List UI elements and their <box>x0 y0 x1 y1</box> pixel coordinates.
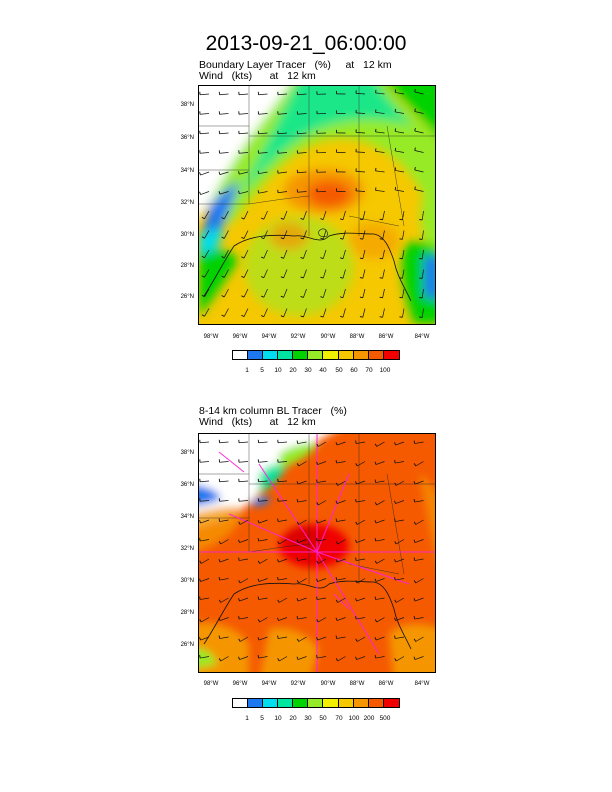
wind-barb-flag <box>336 519 337 522</box>
colorbar-box <box>263 351 278 359</box>
bottom-lon-label: 84°W <box>414 681 430 687</box>
bottom-lat-label: 26°N <box>180 642 194 648</box>
top-lon-label: 84°W <box>414 334 430 340</box>
wind-barb-flag <box>380 219 383 220</box>
bottom-panel-title-line1: 8-14 km column BL Tracer (%) <box>199 405 347 417</box>
wind-barb-flag <box>219 519 220 522</box>
wind-barb-flag <box>258 597 259 600</box>
top-colorbar-label: 40 <box>319 367 327 374</box>
wind-barb-flag <box>375 597 376 600</box>
wind-barb-flag <box>414 441 415 444</box>
wind-barb-flag <box>317 597 318 600</box>
top-map <box>198 85 436 325</box>
top-colorbar-label: 20 <box>289 367 297 374</box>
top-colorbar-label: 1 <box>245 367 249 374</box>
wind-barb-flag <box>380 239 383 240</box>
wind-barb-flag <box>399 297 402 298</box>
wind-barb-flag <box>200 655 201 658</box>
wind-barb-flag <box>336 636 337 639</box>
colorbar-box <box>278 351 293 359</box>
colorbar-box <box>339 699 354 707</box>
top-lat-label: 38°N <box>180 102 194 108</box>
wind-barb-flag <box>375 480 376 483</box>
wind-barb-flag <box>278 577 279 580</box>
colorbar-box <box>308 699 323 707</box>
colorbar-box <box>233 699 248 707</box>
colorbar-box <box>278 699 293 707</box>
top-colorbar-label: 100 <box>379 367 391 374</box>
top-lon-label: 90°W <box>320 334 336 340</box>
bottom-lat-label: 38°N <box>180 450 194 456</box>
bottom-colorbar-label: 30 <box>304 715 312 722</box>
wind-barb-flag <box>375 538 376 541</box>
bottom-colorbar-label: 100 <box>348 715 360 722</box>
top-lon-label: 96°W <box>232 334 248 340</box>
wind-barb-flag <box>399 258 402 259</box>
wind-barb-flag <box>297 441 298 444</box>
bottom-lon-label: 88°W <box>349 681 365 687</box>
wind-barb-flag <box>395 167 396 170</box>
wind-barb-flag <box>399 278 402 279</box>
top-colorbar-label: 50 <box>335 367 343 374</box>
bottom-lon-label: 86°W <box>378 681 394 687</box>
bottom-lat-label: 28°N <box>180 610 194 616</box>
top-lon-label: 86°W <box>378 334 394 340</box>
wind-barb-flag <box>380 297 383 298</box>
wind-barb-flag <box>395 148 396 151</box>
wind-barb-flag <box>200 538 201 541</box>
wind-barb-flag <box>380 258 383 259</box>
bottom-lon-label: 90°W <box>320 681 336 687</box>
wind-barb-flag <box>380 317 383 318</box>
top-map-field <box>199 86 435 324</box>
bottom-colorbar-label: 1 <box>245 715 249 722</box>
top-lat-label: 30°N <box>180 232 194 238</box>
top-colorbar-label: 10 <box>274 367 282 374</box>
wind-barb-flag <box>395 636 396 639</box>
wind-barb-flag <box>395 577 396 580</box>
wind-barb-flag <box>278 519 279 522</box>
top-lon-label: 94°W <box>261 334 277 340</box>
colorbar-box <box>308 351 323 359</box>
bottom-lat-label: 30°N <box>180 578 194 584</box>
wind-barb-flag <box>395 460 396 463</box>
colorbar-box <box>339 351 354 359</box>
wind-barb-flag <box>219 636 220 639</box>
wind-barb-flag <box>278 636 279 639</box>
wind-barb-flag <box>297 558 298 561</box>
wind-barb-flag <box>356 558 357 561</box>
bottom-lon-label: 96°W <box>232 681 248 687</box>
top-lat-label: 32°N <box>180 200 194 206</box>
bottom-colorbar-label: 20 <box>289 715 297 722</box>
wind-barb-flag <box>356 441 357 444</box>
wind-barb-flag <box>258 171 259 174</box>
top-colorbar-label: 70 <box>365 367 373 374</box>
top-lon-label: 98°W <box>203 334 219 340</box>
wind-barb-flag <box>399 239 402 240</box>
colorbar-box <box>248 351 263 359</box>
wind-barb-flag <box>336 460 337 463</box>
bottom-lat-label: 34°N <box>180 514 194 520</box>
bottom-lon-label: 94°W <box>261 681 277 687</box>
wind-barb-flag <box>297 499 298 502</box>
wind-barb-flag <box>395 519 396 522</box>
wind-barb-flag <box>200 597 201 600</box>
top-lat-label: 26°N <box>180 294 194 300</box>
colorbar-box <box>384 351 399 359</box>
bottom-colorbar-label: 70 <box>335 715 343 722</box>
bottom-colorbar-label: 500 <box>379 715 391 722</box>
top-panel-title-line1: Boundary Layer Tracer (%) at 12 km <box>199 59 392 71</box>
wind-barb-flag <box>317 480 318 483</box>
bottom-map-field <box>199 434 435 672</box>
wind-barb-flag <box>317 655 318 658</box>
top-panel-title-line2: Wind (kts) at 12 km <box>199 70 316 82</box>
top-colorbar-label: 5 <box>260 367 264 374</box>
wind-barb-flag <box>336 577 337 580</box>
bottom-colorbar-label: 200 <box>363 715 375 722</box>
colorbar-box <box>323 699 338 707</box>
top-colorbar <box>232 350 400 360</box>
wind-barb-flag <box>375 655 376 658</box>
colorbar-box <box>263 699 278 707</box>
colorbar-box <box>369 699 384 707</box>
wind-barb-flag <box>395 128 396 131</box>
top-lon-label: 92°W <box>290 334 306 340</box>
wind-barb-flag <box>239 616 240 619</box>
colorbar-box <box>354 351 369 359</box>
wind-barb-flag <box>258 190 259 193</box>
wind-barb-flag <box>399 219 402 220</box>
bottom-lon-label: 98°W <box>203 681 219 687</box>
wind-barb-flag <box>258 538 259 541</box>
top-lat-label: 28°N <box>180 263 194 269</box>
wind-barb-flag <box>380 278 383 279</box>
wind-barb-flag <box>399 317 402 318</box>
wind-barb-flag <box>258 655 259 658</box>
wind-barb-flag <box>317 538 318 541</box>
wind-barb-flag <box>219 577 220 580</box>
wind-barb-flag <box>414 616 415 619</box>
bottom-map <box>198 433 436 673</box>
wind-barb-flag <box>356 616 357 619</box>
bottom-lat-label: 36°N <box>180 482 194 488</box>
bottom-colorbar <box>232 698 400 708</box>
colorbar-box <box>293 351 308 359</box>
colorbar-box <box>233 351 248 359</box>
bottom-colorbar-label: 10 <box>274 715 282 722</box>
bottom-lat-label: 32°N <box>180 546 194 552</box>
colorbar-box <box>323 351 338 359</box>
wind-barb-flag <box>356 499 357 502</box>
main-title: 2013-09-21_06:00:00 <box>205 32 407 55</box>
wind-barb-flag <box>395 109 396 112</box>
wind-barb-flag <box>414 499 415 502</box>
wind-barb-flag <box>395 187 396 190</box>
wind-barb-flag <box>414 558 415 561</box>
top-lat-label: 36°N <box>180 135 194 141</box>
wind-barb-flag <box>239 558 240 561</box>
colorbar-box <box>248 699 263 707</box>
wind-barb-flag <box>395 89 396 92</box>
bottom-lon-label: 92°W <box>290 681 306 687</box>
colorbar-box <box>293 699 308 707</box>
bottom-colorbar-label: 5 <box>260 715 264 722</box>
wind-barb-flag <box>297 616 298 619</box>
top-lat-label: 34°N <box>180 168 194 174</box>
top-colorbar-label: 60 <box>350 367 358 374</box>
colorbar-box <box>384 699 399 707</box>
bottom-panel-title-line2: Wind (kts) at 12 km <box>199 416 316 428</box>
colorbar-box <box>354 699 369 707</box>
top-lon-label: 88°W <box>349 334 365 340</box>
bottom-colorbar-label: 50 <box>319 715 327 722</box>
colorbar-box <box>369 351 384 359</box>
top-colorbar-label: 30 <box>304 367 312 374</box>
